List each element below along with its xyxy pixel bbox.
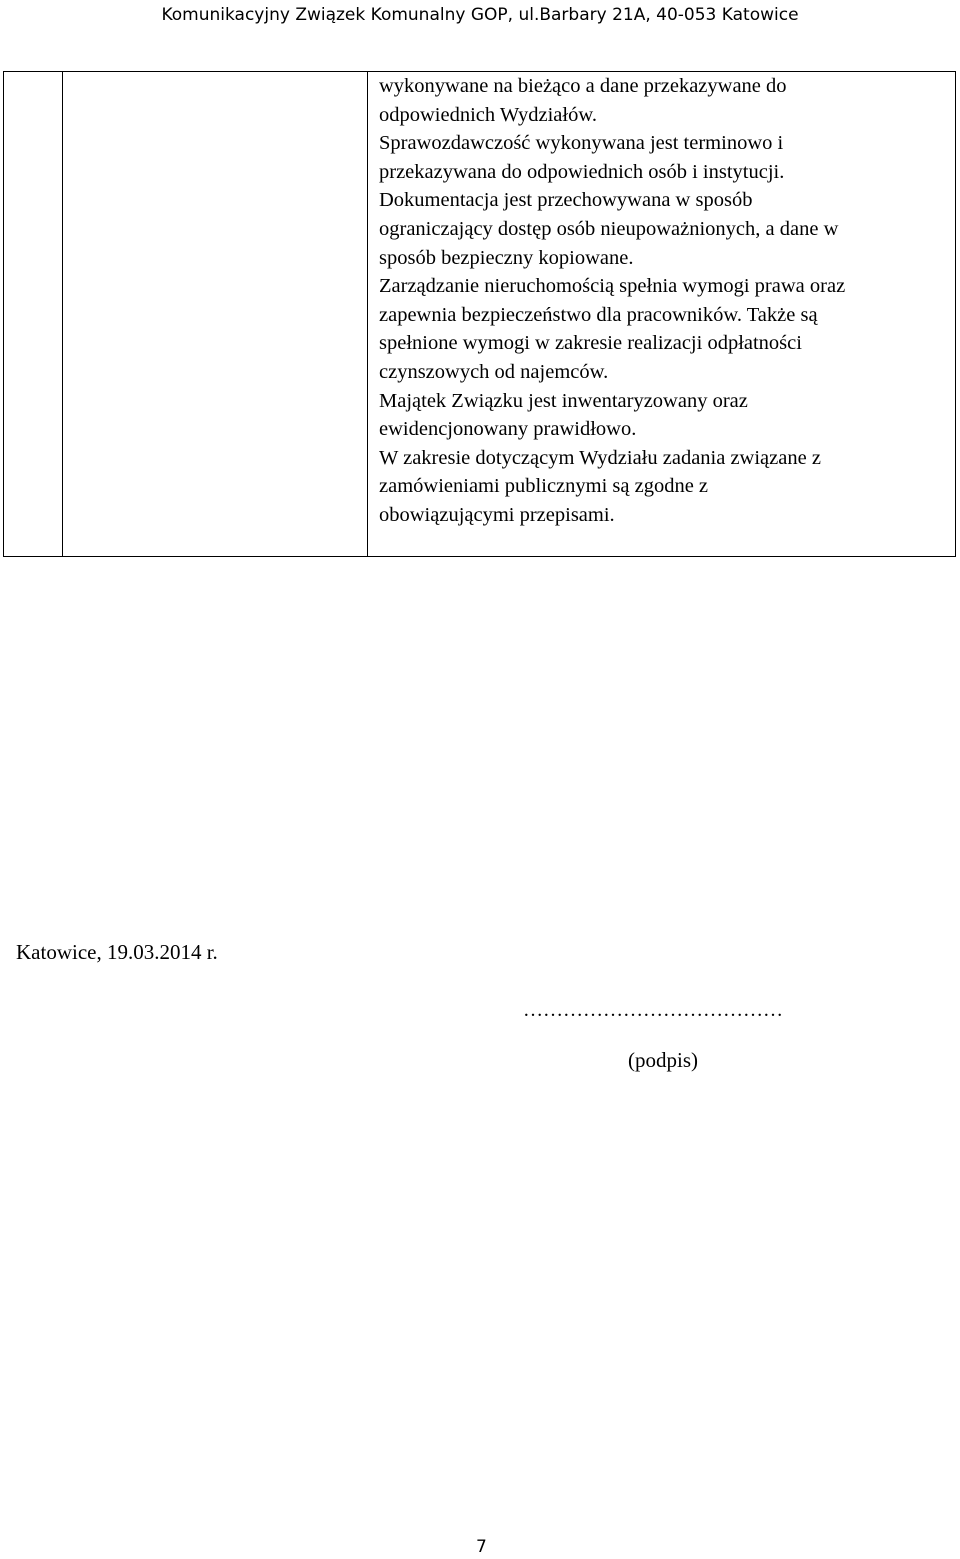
table-column-divider-2 — [367, 72, 368, 556]
text-line: Zarządzanie nieruchomością spełnia wymogi prawa oraz — [379, 275, 846, 298]
table-column-divider-1 — [62, 72, 63, 556]
text-line: zamówieniami publicznymi są zgodne z — [379, 475, 709, 498]
text-line: Majątek Związku jest inwentaryzowany oraz — [379, 389, 748, 412]
text-line: ewidencjonowany prawidłowo. — [379, 418, 637, 441]
text-line: W zakresie dotyczącym Wydziału zadania związane z — [379, 446, 821, 469]
text-line: Dokumentacja jest przechowywana w sposób — [379, 189, 753, 212]
text-line: wykonywane na bieżąco a dane przekazywane do — [379, 75, 787, 97]
text-line: ograniczający dostęp osób nieupoważnionych, a dane w — [379, 217, 839, 240]
text-line: przekazywana do odpowiednich osób i instytucji. — [379, 160, 785, 183]
signature-label: (podpis) — [628, 1048, 698, 1072]
signature-line: ………………………………… — [523, 999, 783, 1021]
text-line: zapewnia bezpieczeństwo dla pracowników. Także są — [379, 303, 818, 326]
text-line: obowiązującymi przepisami. — [379, 503, 615, 526]
place-and-date: Katowice, 19.03.2014 r. — [16, 940, 218, 964]
text-line: sposób bezpieczny kopiowane. — [379, 246, 634, 269]
text-line: Sprawozdawczość wykonywana jest terminowo i — [379, 132, 784, 155]
text-line: czynszowych od najemców. — [379, 360, 609, 383]
page-header: Komunikacyjny Związek Komunalny GOP, ul.Barbary 21A, 40-053 Katowice — [161, 5, 799, 25]
text-line: odpowiednich Wydziałów. — [379, 103, 597, 126]
table-cell-text — [379, 72, 954, 530]
text-line: spełnione wymogi w zakresie realizacji odpłatności — [379, 332, 802, 355]
page-number: 7 — [476, 1537, 487, 1557]
content-table — [3, 71, 956, 557]
